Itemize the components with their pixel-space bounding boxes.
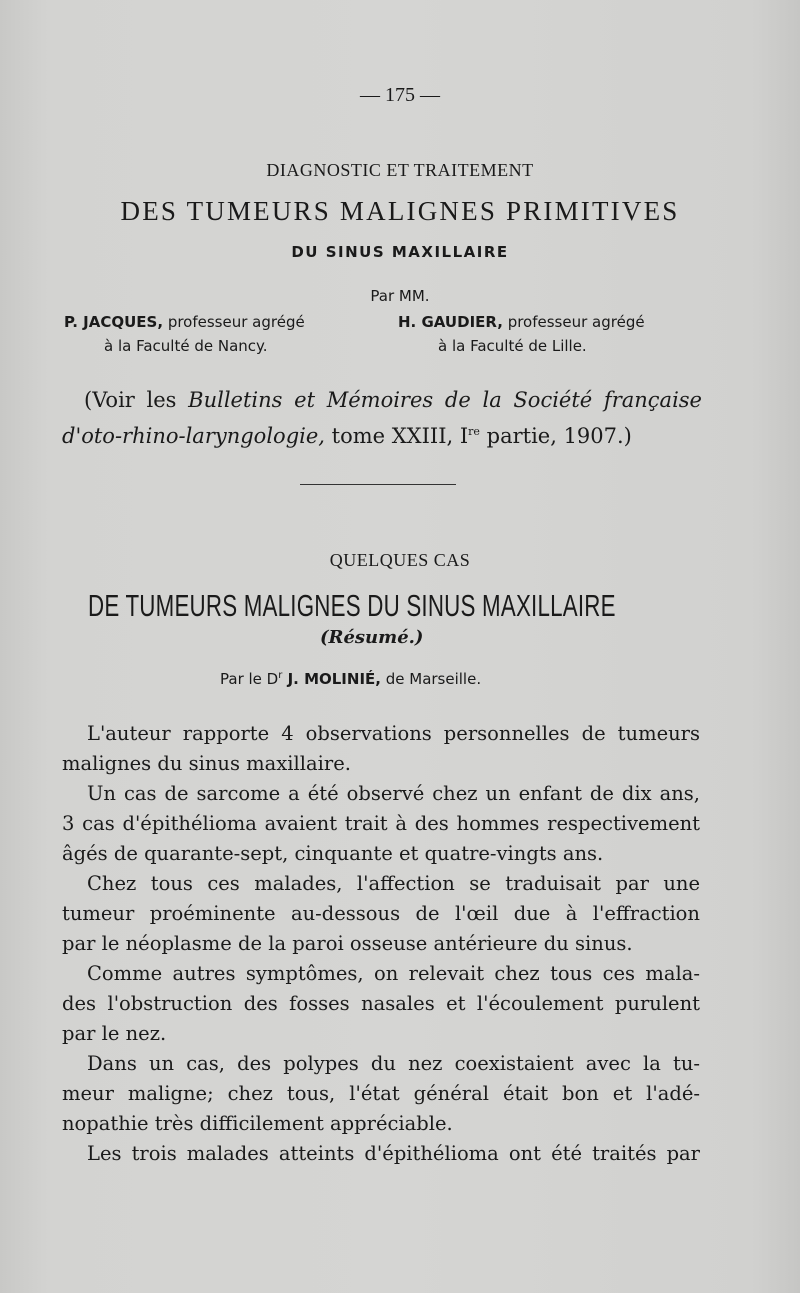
article2-title: DE TUMEURS MALIGNES DU SINUS MAXILLAIRE [88,588,616,623]
reference-sup: re [468,425,480,438]
author2-role: professeur agrégé [502,313,645,331]
byline-suffix: de Marseille. [380,670,482,688]
article1-byline: Par MM. [370,287,430,305]
body-line: nopathie très difficilement appréciable. [62,1112,453,1135]
body-line: 3 cas d'épithélioma avaient trait à des hommes respectivement [62,812,700,835]
reference-line-1 [84,385,702,416]
byline-prefix: Par le D [220,670,279,688]
author1-line [64,313,305,331]
reference-oto: d'oto-rhino-laryngologie, [62,424,325,448]
section-divider [300,484,456,485]
body-line: meur maligne; chez tous, l'état général était bon et l'adé- [62,1082,700,1105]
body-line: tumeur proéminente au-dessous de l'œil due à l'effraction [62,902,700,925]
body-line: par le néoplasme de la paroi osseuse antérieure du sinus. [62,932,633,955]
article1-title: DES TUMEURS MALIGNES PRIMITIVES [120,196,680,226]
byline-sup: r [278,670,283,681]
body-line: Les trois malades atteints d'épithélioma ont été traités par [87,1142,700,1165]
article2-byline [220,670,481,688]
article1-subtitle: DU SINUS MAXILLAIRE [291,243,509,261]
author2-line [398,313,645,331]
page-number: — 175 — [360,84,440,106]
author2-affiliation: à la Faculté de Lille. [438,337,587,355]
body-line: âgés de quarante-sept, cinquante et quatre-vingts ans. [62,842,604,865]
author2-name: H. GAUDIER, [398,313,503,331]
author1-affiliation: à la Faculté de Nancy. [104,337,268,355]
byline-name: J. MOLINIÉ, [282,670,381,688]
body-line: des l'obstruction des fosses nasales et l'écoulement purulent [62,992,700,1015]
reference-open: (Voir les [84,388,189,412]
article2-resume: (Résumé.) [320,627,424,648]
article2-supertitle: QUELQUES CAS [329,550,471,570]
body-line: par le nez. [62,1022,167,1045]
author1-role: professeur agrégé [163,313,305,331]
reference-line-2 [62,416,702,452]
body-line: Chez tous ces malades, l'affection se traduisait par une [87,872,700,895]
author1-name: P. JACQUES, [64,313,164,331]
article1-supertitle: DIAGNOSTIC ET TRAITEMENT [266,160,534,180]
reference-bulletins: Bulletins et Mémoires de la Société française [188,388,702,412]
reference-rest: tome XXIII, I [324,424,469,448]
body-line: Un cas de sarcome a été observé chez un enfant de dix ans, [87,782,700,805]
reference-end: partie, 1907.) [479,424,632,448]
body-line: L'auteur rapporte 4 observations personnelles de tumeurs [87,722,700,745]
body-line: malignes du sinus maxillaire. [62,752,351,775]
body-line: Dans un cas, des polypes du nez coexistaient avec la tu- [87,1052,700,1075]
body-line: Comme autres symptômes, on relevait chez tous ces mala- [87,962,700,985]
